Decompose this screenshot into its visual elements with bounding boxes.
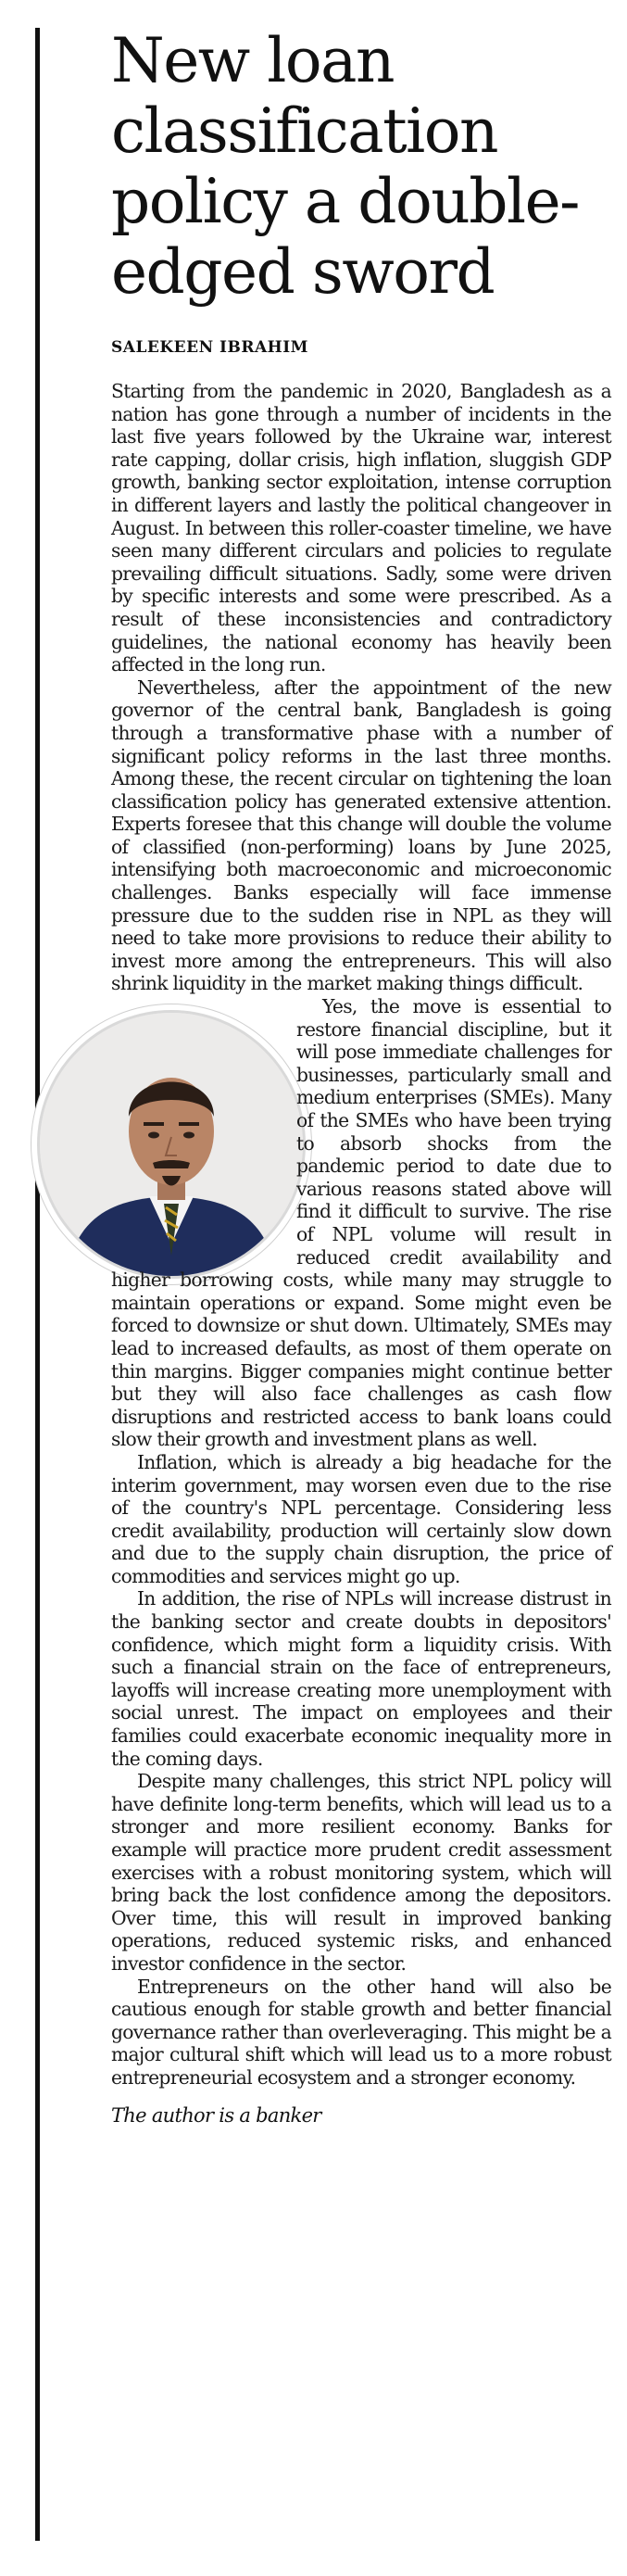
headline: New loan classification policy a double-edged sword [111, 25, 579, 308]
paragraph: Despite many challenges, this strict NPL policy will have definite long-term benefits, which will lead us to a stronger and more resilient economy. Banks for example will practice more prudent credit assessment exercises with a robust monitoring system, which will bring back the lost confidence among the depositors. Over time, this will result in improved banking operations, reduced systemic risks, and enhanced investor confidence in the sector. [111, 1770, 611, 1975]
paragraph: In addition, the rise of NPLs will increase distrust in the banking sector and create doubts in depositors' confidence, which might form a liquidity crisis. With such a financial strain on the face of entrepreneurs, layoffs will increase creating more unemployment with social unrest. The impact on employees and their families could exacerbate economic inequality more in the coming days. [111, 1587, 611, 1770]
author-photo-frame [19, 999, 287, 1305]
author-portrait-illustration [40, 1013, 303, 1276]
paragraph: Inflation, which is already a big headache for the interim government, may worsen even due to the rise of the country's NPL percentage. Considering less credit availability, production will certainly slow down and due to the supply chain disruption, the price of commodities and services might go up. [111, 1450, 611, 1587]
paragraph: Starting from the pandemic in 2020, Bangladesh as a nation has gone through a number of incidents in the last five years followed by the Ukraine war, interest rate capping, dollar crisis, high inflation, sluggish GDP growth, banking sector exploitation, intense corruption in different layers and lastly the political changeover in August. In between this roller-coaster timeline, we have seen many different circulars and policies to regulate prevailing difficult situations. Sadly, some were driven by specific interests and some were prescribed. As a result of these inconsistencies and contradictory guidelines, the national economy has heavily been affected in the long run. [111, 380, 611, 676]
byline: SALEKEEN IBRAHIM [111, 338, 308, 357]
author-photo [37, 1010, 306, 1279]
article-body [111, 380, 611, 2127]
author-note: The author is a banker [111, 2103, 321, 2127]
paragraph: Nevertheless, after the appointment of the new governor of the central bank, Bangladesh is going through a transformative phase with a number of significant policy reforms in the last three months. Among these, the recent circular on tightening the loan classification policy has generated extensive attention. Experts foresee that this change will double the volume of classified (non-performing) loans by June 2025, intensifying both macroeconomic and microeconomic challenges. Banks especially will face immense pressure due to the sudden rise in NPL as they will need to take more provisions to reduce their ability to invest more among the entrepreneurs. This will also shrink liquidity in the market making things difficult. [111, 676, 611, 995]
paragraph: Entrepreneurs on the other hand will also be cautious enough for stable growth and better financial governance rather than overleveraging. This might be a major cultural shift which will lead us to a more robust entrepreneurial ecosystem and a stronger economy. [111, 1975, 611, 2089]
paragraph: Yes, the move is essential to restore financial discipline, but it will pose immediate challenges for businesses, particularly small and medium enterprises (SMEs). Many of the SMEs who have been trying to absorb shocks from the pandemic period to date due to various reasons stated above will find it difficult to survive. The rise of NPL volume will result in reduced credit availability and higher borrowing costs, while many may struggle to maintain operations or expand. Some might even be forced to downsize or shut down. Ultimately, SMEs may lead to increased defaults, as most of them operate on thin margins. Bigger companies might continue better but they will also face challenges as cash flow disruptions and restricted access to bank loans could slow their growth and investment plans as well. [111, 995, 611, 1451]
